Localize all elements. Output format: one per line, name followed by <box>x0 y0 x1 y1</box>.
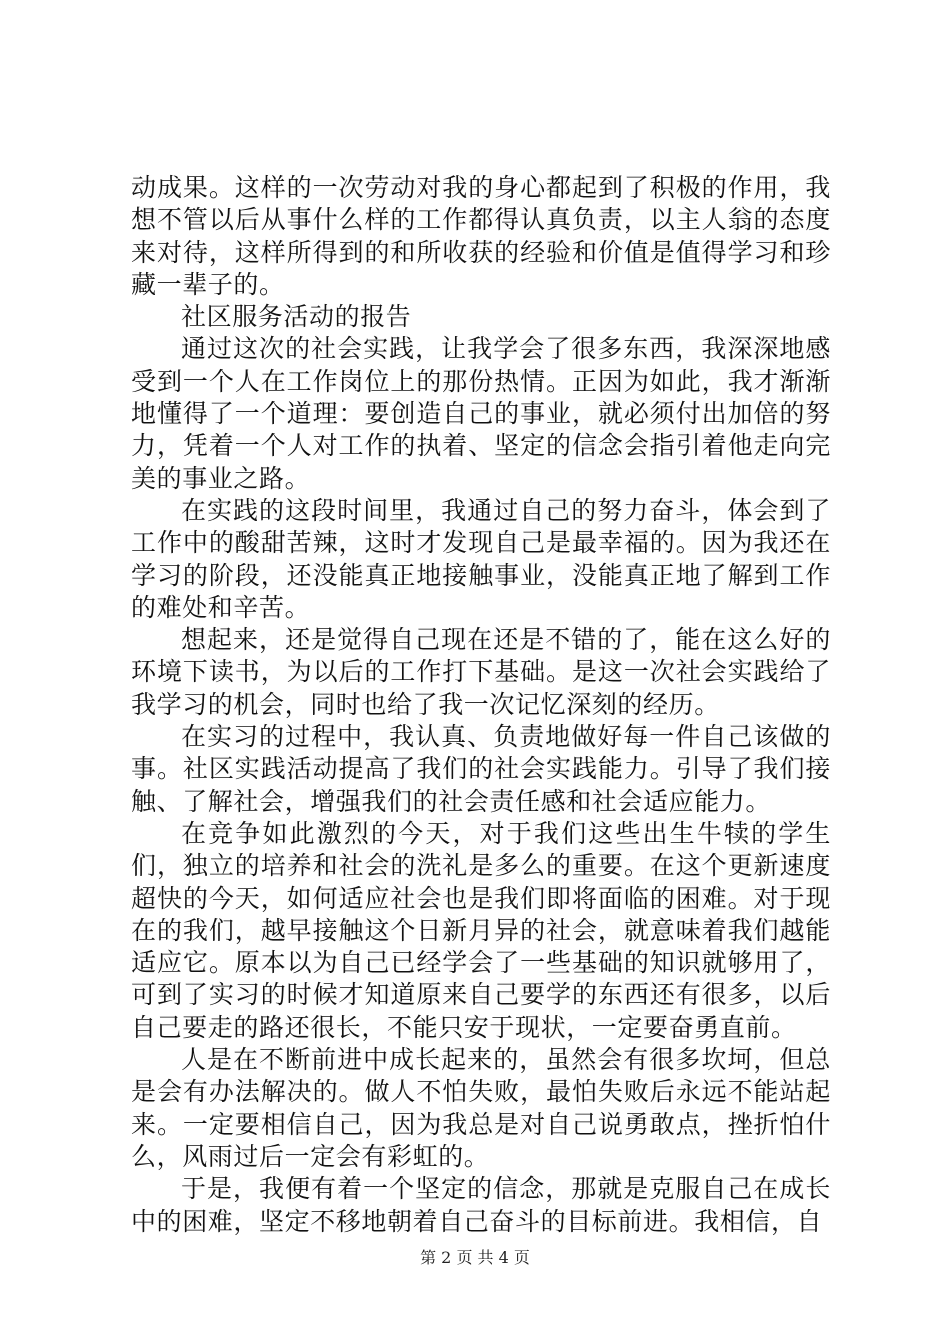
page-number-footer: 第 2 页 共 4 页 <box>420 1248 530 1267</box>
paragraph-continuation: 动成果。这样的一次劳动对我的身心都起到了积极的作用，我想不管以后从事什么样的工作都得认真负责，以主人翁的态度来对待，这样所得到的和所收获的经验和价值是值得学习和珍藏一辈子的。 <box>131 173 831 299</box>
section-heading: 社区服务活动的报告 <box>181 302 412 332</box>
paragraph: 人是在不断前进中成长起来的，虽然会有很多坎坷，但总是会有办法解决的。做人不怕失败，最怕失败后永远不能站起来。一定要相信自己，因为我总是对自己说勇敢点，挫折怕什么，风雨过后一定会有彩虹的。 <box>131 1045 831 1171</box>
paragraph: 于是，我便有着一个坚定的信念，那就是克服自己在成长中的困难，坚定不移地朝着自己奋斗的目标前进。我相信，自 <box>131 1174 831 1236</box>
paragraph: 在实习的过程中，我认真、负责地做好每一件自己该做的事。社区实践活动提高了我们的社会实践能力。引导了我们接触、了解社会，增强我们的社会责任感和社会适应能力。 <box>131 722 831 816</box>
document-body <box>131 172 831 1238</box>
paragraph: 通过这次的社会实践，让我学会了很多东西，我深深地感受到一个人在工作岗位上的那份热情。正因为如此，我才渐渐地懂得了一个道理：要创造自己的事业，就必须付出加倍的努力，凭着一个人对工作的执着、坚定的信念会指引着他走向完美的事业之路。 <box>131 334 831 493</box>
paragraph: 在竞争如此激烈的今天，对于我们这些出生牛犊的学生们，独立的培养和社会的洗礼是多么的重要。在这个更新速度超快的今天，如何适应社会也是我们即将面临的困难。对于现在的我们，越早接触这个日新月异的社会，就意味着我们越能适应它。原本以为自己已经学会了一些基础的知识就够用了，可到了实习的时候才知道原来自己要学的东西还有很多，以后自己要走的路还很长，不能只安于现状，一定要奋勇直前。 <box>131 818 831 1042</box>
paragraph: 想起来，还是觉得自己现在还是不错的了，能在这么好的环境下读书，为以后的工作打下基础。是这一次社会实践给了我学习的机会，同时也给了我一次记忆深刻的经历。 <box>131 625 831 719</box>
paragraph: 在实践的这段时间里，我通过自己的努力奋斗，体会到了工作中的酸甜苦辣，这时才发现自己是最幸福的。因为我还在学习的阶段，还没能真正地接触事业，没能真正地了解到工作的难处和辛苦。 <box>131 495 831 622</box>
